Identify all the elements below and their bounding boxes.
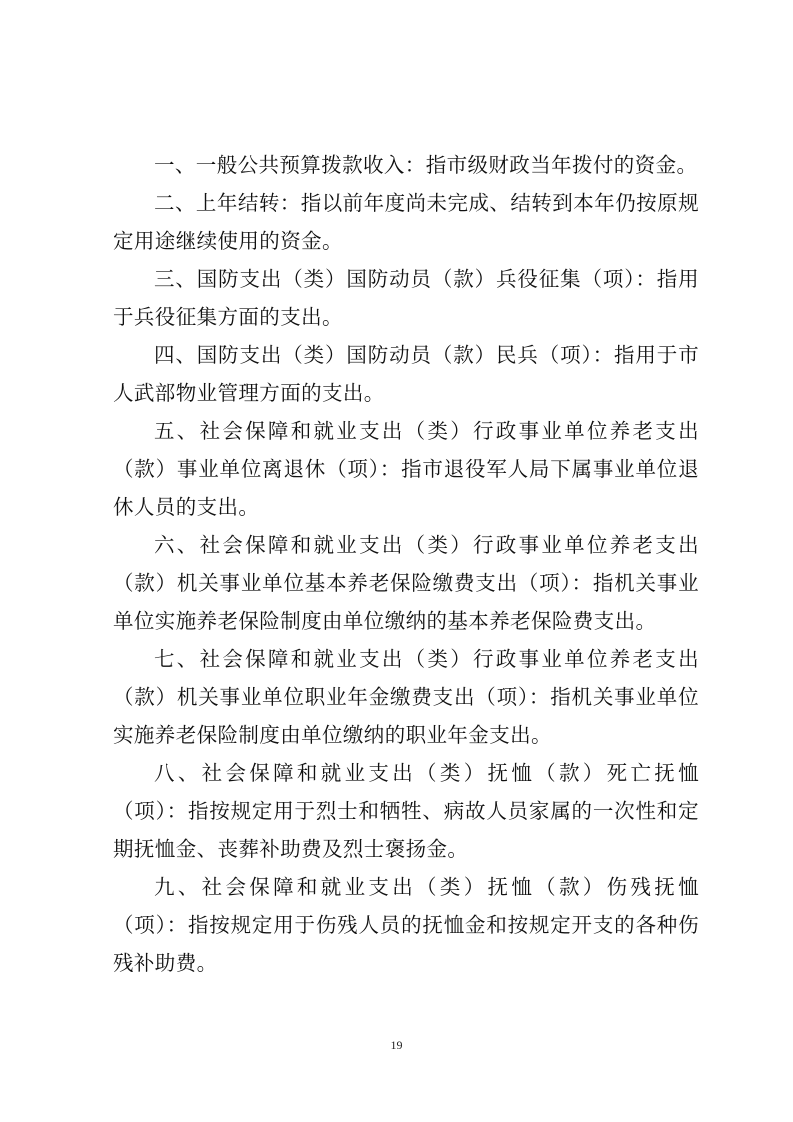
- paragraph-1: 一、一般公共预算拨款收入：指市级财政当年拨付的资金。: [154, 153, 698, 177]
- paragraph-9: 九、社会保障和就业支出（类）抚恤（款）伤残抚恤（项）：指按规定用于伤残人员的抚恤金和按规定开支的各种伤残补助费。: [113, 875, 699, 975]
- document-body: [113, 146, 699, 982]
- paragraph-8: 八、社会保障和就业支出（类）抚恤（款）死亡抚恤（项）：指按规定用于烈士和牺牲、病故人员家属的一次性和定期抚恤金、丧葬补助费及烈士褒扬金。: [113, 761, 699, 861]
- page-number: 19: [390, 1038, 403, 1052]
- paragraph-7: 七、社会保障和就业支出（类）行政事业单位养老支出（款）机关事业单位职业年金缴费支出（项）：指机关事业单位实施养老保险制度由单位缴纳的职业年金支出。: [113, 647, 699, 747]
- paragraph-4: 四、国防支出（类）国防动员（款）民兵（项）：指用于市人武部物业管理方面的支出。: [113, 343, 699, 405]
- paragraph-2: 二、上年结转：指以前年度尚未完成、结转到本年仍按原规定用途继续使用的资金。: [113, 191, 699, 253]
- paragraph-5: 五、社会保障和就业支出（类）行政事业单位养老支出（款）事业单位离退休（项）：指市退役军人局下属事业单位退休人员的支出。: [113, 419, 699, 519]
- paragraph-3: 三、国防支出（类）国防动员（款）兵役征集（项）：指用于兵役征集方面的支出。: [113, 267, 699, 329]
- paragraph-6: 六、社会保障和就业支出（类）行政事业单位养老支出（款）机关事业单位基本养老保险缴费支出（项）：指机关事业单位实施养老保险制度由单位缴纳的基本养老保险费支出。: [113, 533, 699, 633]
